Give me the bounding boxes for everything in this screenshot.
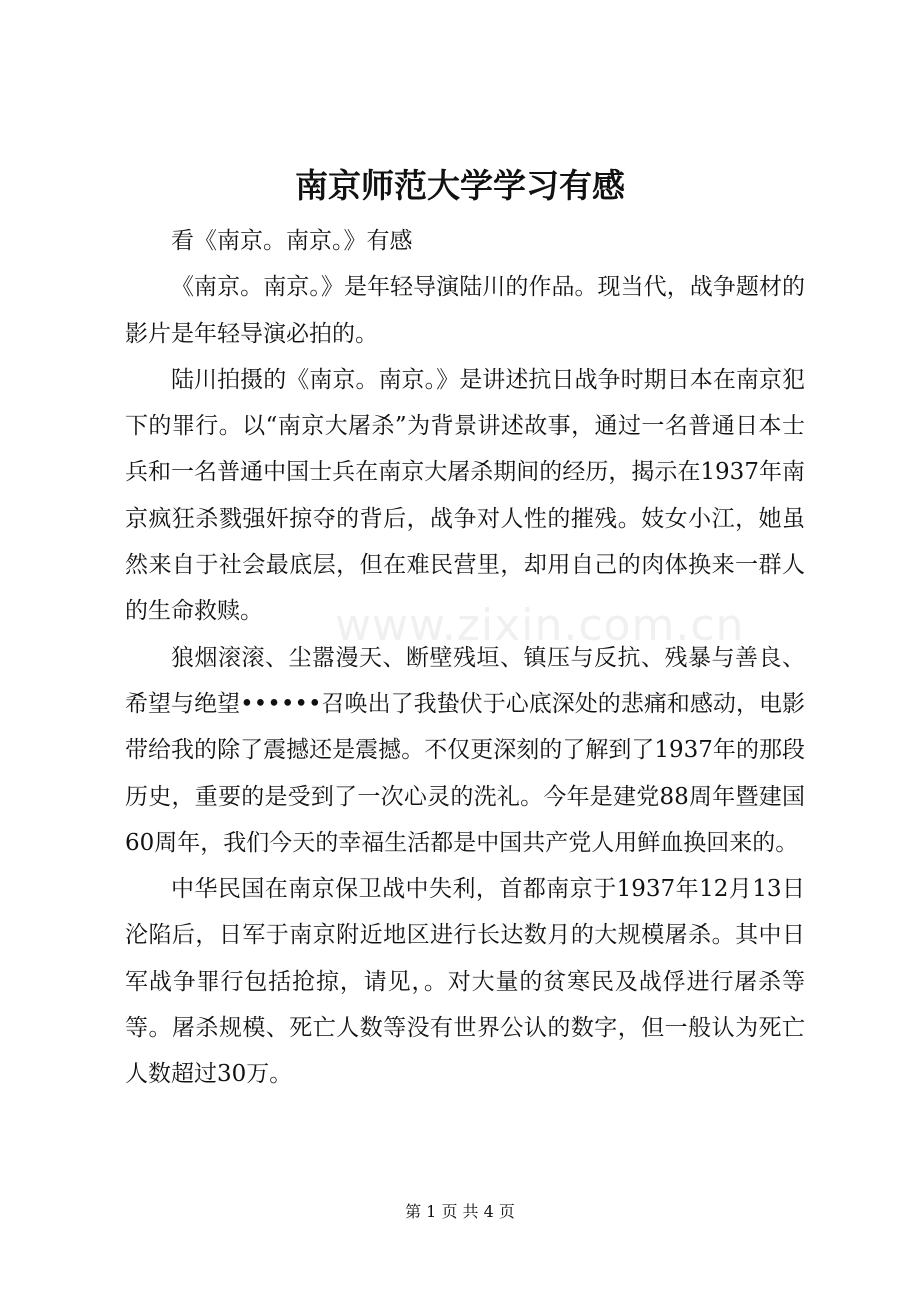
watermark: www.zixin.com.cn bbox=[335, 600, 745, 651]
paragraph-1: 《南京。南京。》是年轻导演陆川的作品。现当代，战争题材的影片是年轻导演必拍的。 bbox=[125, 274, 805, 347]
paragraph-4: 中华民国在南京保卫战中失利，首都南京于1937年12月13日沦陷后，日军于南京附近地区进行长达数月的大规模屠杀。其中日军战争罪行包括抢掠，请见，。对大量的贫寒民及战俘进行屠杀等等。屠杀规模、死亡人数等没有世界公认的数字，但一般认为死亡人数超过30万。 bbox=[125, 876, 805, 1088]
paragraph-subtitle: 看《南京。南京。》有感 bbox=[171, 228, 413, 254]
document-title: 南京师范大学学习有感 bbox=[295, 166, 625, 205]
page-footer: 第 1 页 共 4 页 bbox=[405, 1202, 515, 1221]
paragraph-2: 陆川拍摄的《南京。南京。》是讲述抗日战争时期日本在南京犯下的罪行。以“南京大屠杀”为背景讲述故事，通过一名普通日本士兵和一名普通中国士兵在南京大屠杀期间的经历，揭示在1937年南京疯狂杀戮强奸掠夺的背后，战争对人性的摧残。妓女小江，她虽然来自于社会最底层，但在难民营里，却用自己的肉体换来一群人的生命救赎。 bbox=[125, 366, 805, 625]
paragraph-3: 狼烟滚滚、尘嚣漫天、断壁残垣、镇压与反抗、残暴与善良、希望与绝望••••••召唤出了我蛰伏于心底深处的悲痛和感动，电影带给我的除了震撼还是震撼。不仅更深刻的了解到了1937年的那段历史，重要的是受到了一次心灵的洗礼。今年是建党88周年暨建国60周年，我们今天的幸福生活都是中国共产党人用鲜血换回来的。 bbox=[125, 644, 805, 856]
document-body bbox=[125, 218, 805, 1098]
